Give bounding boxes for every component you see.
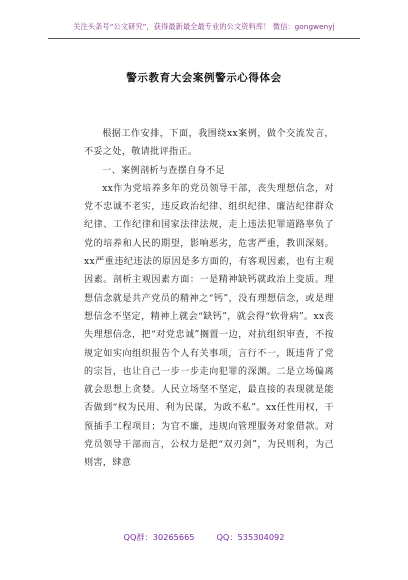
header-divider <box>48 38 360 39</box>
footer-contact <box>0 532 408 543</box>
paragraph-analysis: xx作为党培养多年的党员领导干部，丧失理想信念，对党不忠诚不老实，违反政治纪律、组织纪律、廉洁纪律群众纪律、工作纪律和国家法律法规，走上违法犯罪道路辜负了党的培养和人民的期望，影响恶劣，危害严重，教训深刻。xx严重违纪违法的原因是多方面的，有客观因素，也有主观因素。剖析主观因素方面：一是精神缺钙就政治上变质。理想信念就是共产党员的精神之“钙”，没有理想信念，或是理想信念不坚定，精神上就会“缺钙”，就会得“软骨病”。xx丧失理想信念，把“对党忠诚”搁置一边，对抗组织审查，不按规定如实向组织报告个人有关事项，言行不一，既违背了党的宗旨，也让自己一步一步走向犯罪的深渊。二是立场偏离就会思想上贪婪。人民立场坚不坚定，最直接的表现就是能否做到“权为民用、利为民谋，为政不私”。xx任性用权，干预插手工程项目；为官不廉，违规向管理服务对象借款。对党员领导干部而言，公权力是把“双刃剑”，为民则利，为己则害，肆意 <box>84 183 334 469</box>
paragraph-intro: 根据工作安排，下面，我围绕xx案例，做个交流发言，不妥之处，敬请批评指正。 <box>84 129 334 158</box>
document-title: 警示教育大会案例警示心得体会 <box>126 72 282 84</box>
footer-qq-group: QQ群：30265665 <box>123 532 195 542</box>
header-banner: 关注头条号“公文研究”，获得最新最全最专业的公文资料库！ 微信：gongwenyj <box>73 22 335 31</box>
footer-qq-number: QQ：535304092 <box>216 532 285 542</box>
section-heading: 一、案例剖析与查摆自身不足 <box>102 165 225 176</box>
document-body <box>84 125 334 473</box>
